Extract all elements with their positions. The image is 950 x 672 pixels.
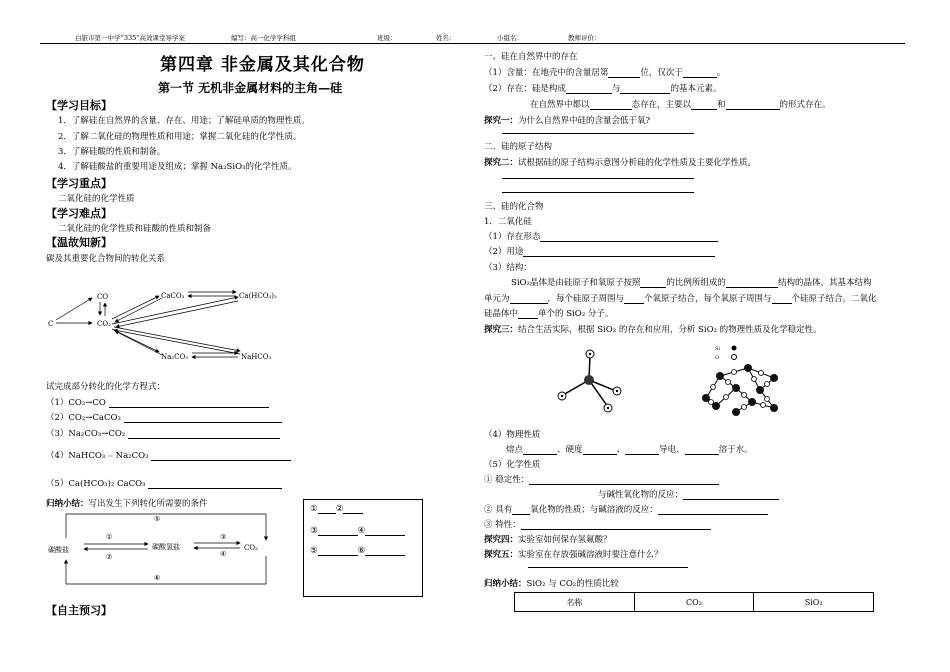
header-teacher: 教师评价： [568, 34, 601, 42]
answer-blank[interactable] [624, 294, 644, 304]
answer-blank[interactable] [521, 520, 711, 530]
key-text: 二氧化硅的化学性质 [58, 194, 135, 204]
carbonate-flow-diagram [44, 508, 274, 590]
subsection-sio2: 1．二氧化硅 [484, 217, 532, 227]
answer-blank[interactable] [620, 84, 670, 94]
legend-o: O [715, 355, 720, 361]
fill-text: 态存在，主要以 [631, 100, 692, 110]
label-4: ④ [220, 550, 227, 558]
fill-text: 溶于水。 [718, 445, 753, 455]
answer-blank[interactable] [151, 451, 291, 461]
header-cell: SiO₂ [754, 593, 874, 612]
table-header-row [515, 593, 874, 612]
label-3: ③ [220, 533, 227, 541]
fill-text: 导电、 [659, 445, 685, 455]
fill-row [484, 230, 718, 242]
label-1: ① [106, 533, 113, 541]
fill-row [484, 82, 721, 94]
inquiry-label: 探究三： [484, 325, 519, 335]
header-rule [40, 43, 905, 44]
answer-blank[interactable] [685, 445, 719, 455]
box-label-6: ⑥ [357, 546, 366, 556]
answer-blank[interactable] [318, 504, 336, 514]
carbon-conversion-diagram [40, 282, 300, 368]
fill-row [484, 307, 613, 319]
answer-blank[interactable] [683, 68, 717, 78]
inquiry-text: 为什么自然界中硅的含量会低于氧? [518, 116, 651, 126]
answer-row [310, 504, 363, 514]
header-cell: CO₂ [634, 593, 754, 612]
sio4-tetrahedron-diagram [550, 347, 630, 417]
section-1-heading: 一、硅在自然界中的存在 [484, 52, 578, 62]
review-heading: 【温故知新】 [46, 236, 112, 249]
section-2-heading: 二、硅的原子结构 [484, 142, 553, 152]
fill-text: SiO₂晶体是由硅原子和氧原子按照 [511, 278, 641, 288]
node-nahco3: NaHCO₃ [241, 353, 272, 361]
inquiry-text: 试根据硅的原子结构示意图分析硅的化学性质及主要化学性质。 [518, 158, 757, 168]
header-group: 小组名： [497, 34, 523, 42]
fill-text: 与碱性氧化物的反应： [598, 490, 684, 500]
answer-blank[interactable] [608, 68, 640, 78]
answer-blank[interactable] [318, 526, 358, 536]
inquiry-label: 探究二： [484, 158, 519, 168]
goal-item: 3．了解硅酸的性质和制备。 [58, 147, 166, 157]
box-label-3: ③ [310, 526, 318, 536]
fill-text: 个氧原子结合，每个氧原子周围与 [644, 294, 772, 304]
inquiry-3 [484, 323, 822, 335]
key-heading: 【学习重点】 [46, 177, 112, 190]
inquiry-2 [484, 156, 756, 168]
answer-blank[interactable] [726, 100, 780, 110]
fill-text: （2）用途 [484, 247, 524, 257]
summary-text: SiO₂ 与 CO₂的性质比较 [526, 579, 619, 589]
chemical-properties-heading: （5）化学性质 [484, 460, 541, 470]
fill-text: ，每个硅原子周围与 [547, 294, 625, 304]
answer-blank[interactable] [658, 505, 768, 515]
answer-line[interactable] [502, 169, 694, 179]
answer-box [303, 499, 423, 597]
answer-blank[interactable] [518, 309, 538, 319]
node-co2: CO₂ [244, 544, 258, 552]
fill-text: 的比例所组成的 [666, 278, 726, 288]
inquiry-label: 探究四： [484, 535, 519, 545]
fill-text: 与碱溶液的反应： [589, 505, 658, 515]
node-co: CO [97, 293, 109, 301]
node-bicarbonate: 碳酸氢盐 [152, 543, 180, 551]
fill-text: 熔点 [506, 445, 524, 455]
answer-blank[interactable] [109, 398, 269, 408]
node-co2: CO₂ [97, 320, 111, 328]
review-intro: 碳及其重要化合物间的转化关系 [46, 254, 166, 264]
equation-row [46, 396, 269, 408]
header-class: 班级： [377, 34, 397, 42]
inquiry-text: 结合生活实际，根据 SiO₂ 的存在和应用，分析 SiO₂ 的物理性质及化学稳定性。 [518, 325, 822, 335]
answer-blank[interactable] [683, 490, 779, 500]
answer-row [310, 526, 405, 536]
structure-heading: （3）结构： [484, 263, 532, 273]
answer-blank[interactable] [510, 294, 548, 304]
inquiry-text: 实验室在存放强碱溶液时要注意什么？ [518, 550, 663, 560]
preview-heading: 【自主预习】 [46, 604, 112, 617]
goals-heading: 【学习目标】 [46, 99, 112, 112]
comparison-table [514, 592, 874, 612]
legend-si: Si [715, 346, 721, 352]
node-c: C [48, 320, 54, 328]
comparison-summary [484, 577, 619, 589]
label-5: ⑤ [154, 515, 161, 523]
answer-blank[interactable] [566, 84, 612, 94]
node-carbonate: 碳酸盐 [48, 546, 69, 554]
fill-text: 硅晶体中 [484, 309, 519, 319]
fill-text: 、硬度 [557, 445, 583, 455]
fill-row [511, 276, 871, 288]
header-cell: 名称 [515, 593, 635, 612]
fill-text: 与 [611, 84, 621, 94]
difficulty-heading: 【学习难点】 [46, 207, 112, 220]
label-6: ⑥ [154, 574, 161, 582]
answer-blank[interactable] [625, 445, 659, 455]
fill-text: ③ 特性： [484, 520, 521, 530]
fill-row [506, 443, 753, 455]
fill-text: 、 [616, 445, 626, 455]
goal-item: 4．了解硅酸盐的重要用途及组成；掌握 Na₂SiO₃的化学性质。 [58, 162, 297, 172]
answer-blank[interactable] [365, 546, 405, 556]
summary-text: 写出发生下列转化所需要的条件 [88, 499, 208, 509]
header-school: 白银市第一中学“335”高效课堂导学案 [75, 34, 186, 42]
inquiry-text: 实验室如何保存氢氟酸？ [518, 535, 612, 545]
box-label-4: ④ [357, 526, 366, 536]
equation-row [46, 449, 291, 461]
fill-text: 单个的 SiO₂ 分子。 [538, 309, 614, 319]
box-label-1: ① [310, 504, 318, 514]
equation-label: （5）Ca(HCO₃)₂ CaCO₃ [46, 479, 146, 489]
inquiry-4 [484, 533, 612, 545]
answer-blank[interactable] [365, 526, 405, 536]
equation-label: （2）CO₂→CaCO₃ [46, 413, 121, 423]
sio2-crystal-diagram [690, 342, 790, 420]
answer-blank[interactable] [148, 479, 282, 489]
fill-text: ② 具有 [484, 505, 513, 515]
fill-text: ① 稳定性： [484, 475, 530, 485]
fill-row [598, 488, 779, 500]
goal-item: 2．了解二氧化硅的物理性质和用途；掌握二氧化硅的化学性质。 [58, 132, 302, 142]
answer-blank[interactable] [523, 445, 557, 455]
fill-row [484, 292, 877, 304]
answer-blank[interactable] [523, 247, 715, 257]
goal-item: 1．了解硅在自然界的含量、存在、用途；了解硅单质的物理性质。 [58, 116, 310, 126]
fill-row [530, 98, 831, 110]
answer-line[interactable] [502, 183, 694, 193]
fill-text: 个硅原子结合。二氧化 [791, 294, 877, 304]
answer-line[interactable] [502, 124, 694, 134]
fill-text: 氧化物的性质； [530, 505, 590, 515]
reversible-arrow-icon: ⇌ [107, 453, 113, 460]
answer-blank[interactable] [529, 475, 719, 485]
page-title: 第四章 非金属及其化合物 [160, 55, 365, 75]
fill-row [484, 518, 711, 530]
fill-text: 位，仅次于 [640, 68, 683, 78]
answer-blank[interactable] [124, 413, 282, 423]
box-label-5: ⑤ [310, 546, 318, 556]
equation-label: Na₂CO₃ [115, 451, 149, 461]
fill-row [484, 245, 715, 257]
label-2: ② [106, 553, 113, 561]
answer-line[interactable] [528, 558, 688, 568]
physical-properties-heading: （4）物理性质 [484, 430, 541, 440]
summary-heading: 归纳小结： [484, 579, 527, 589]
box-label-2: ② [335, 504, 344, 514]
fill-row [484, 503, 768, 515]
fill-text: 的形式存在。 [779, 100, 831, 110]
equation-label: （3）Na₂CO₃→CO₂ [46, 429, 126, 439]
node-na2co3: Na₂CO₃ [161, 353, 189, 361]
fill-row [484, 473, 719, 485]
fill-text: 。 [716, 68, 726, 78]
fill-text: （1）含量：在地壳中的含量居第 [484, 68, 609, 78]
fill-text: 结构的晶体，其基本结构 [777, 278, 872, 288]
equation-row [46, 411, 282, 423]
fill-text: 的基本元素。 [670, 84, 722, 94]
fill-row [484, 66, 725, 78]
answer-row [310, 546, 405, 556]
answer-blank[interactable] [540, 232, 718, 242]
inquiry-label: 探究一： [484, 116, 519, 126]
page-subtitle: 第一节 无机非金属材料的主角—硅 [158, 81, 343, 95]
fill-text: 单元为 [484, 294, 510, 304]
summary-heading: 归纳小结： [46, 499, 89, 509]
answer-blank[interactable] [512, 505, 530, 515]
answer-blank[interactable] [691, 100, 717, 110]
answer-blank[interactable] [590, 100, 632, 110]
section-3-heading: 三、硅的化合物 [484, 202, 544, 212]
answer-blank[interactable] [318, 546, 358, 556]
equation-intro: 试完成部分转化的化学方程式： [46, 382, 166, 392]
fill-text: 和 [717, 100, 726, 110]
header-editor: 编写：高一化学学科组 [231, 34, 296, 42]
node-caco3: CaCO₃ [161, 292, 185, 300]
answer-blank[interactable] [343, 504, 363, 514]
answer-blank[interactable] [726, 278, 778, 288]
answer-blank[interactable] [640, 278, 666, 288]
equation-label: （1）CO₂→CO [46, 398, 106, 408]
equation-label: （4）NaHCO₃ [46, 451, 106, 461]
inquiry-label: 探究五： [484, 550, 519, 560]
node-cahco3: Ca(HCO₃)₂ [239, 292, 277, 300]
equation-row [46, 477, 282, 489]
fill-text: 在自然界中都以 [530, 100, 590, 110]
answer-blank[interactable] [128, 429, 280, 439]
header-name: 姓名： [436, 34, 456, 42]
fill-text: （1）存在形态 [484, 232, 541, 242]
difficulty-text: 二氧化硅的化学性质和硅酸的性质和制备 [58, 224, 212, 234]
answer-blank[interactable] [583, 445, 617, 455]
equation-row [46, 427, 280, 439]
fill-text: （2）存在：硅是构成 [484, 84, 566, 94]
answer-blank[interactable] [772, 294, 792, 304]
